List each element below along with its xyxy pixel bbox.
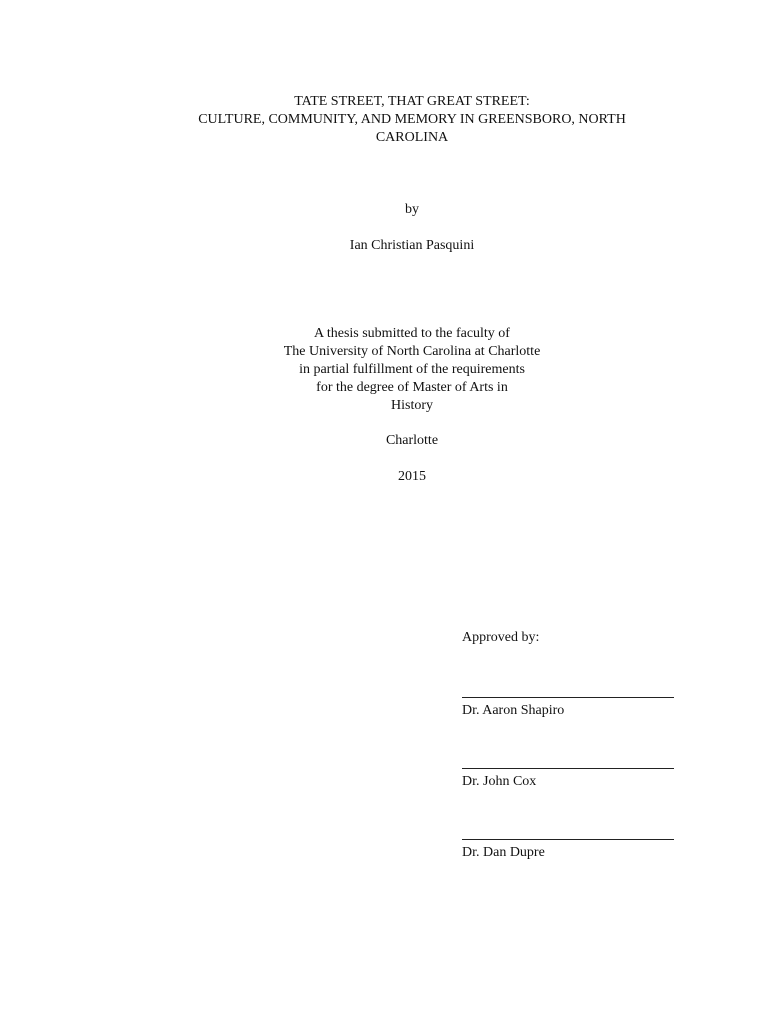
signatory-name: Dr. Dan Dupre (462, 845, 545, 860)
city: Charlotte (385, 433, 439, 448)
thesis-title (0, 93, 770, 147)
signature-block-2 (462, 768, 674, 791)
thesis-statement (0, 325, 770, 415)
title-line-2: CULTURE, COMMUNITY, AND MEMORY IN GREENSBORO, NORTH (198, 112, 626, 127)
signature-block-3 (462, 839, 674, 862)
title-line-1: TATE STREET, THAT GREAT STREET: (294, 94, 530, 109)
signature-line (462, 697, 674, 698)
thesis-line-1: A thesis submitted to the faculty of (314, 326, 510, 341)
byline: by (405, 202, 419, 217)
thesis-line-4: for the degree of Master of Arts in (316, 380, 508, 395)
signatory-name: Dr. John Cox (462, 774, 537, 789)
year: 2015 (398, 469, 426, 484)
thesis-line-5: History (391, 398, 433, 413)
signature-line (462, 839, 674, 840)
title-line-3: CAROLINA (375, 130, 449, 145)
thesis-line-3: in partial fulfillment of the requirements (299, 362, 525, 377)
signature-block-1 (462, 697, 674, 720)
author-name: Ian Christian Pasquini (349, 238, 475, 253)
thesis-line-2: The University of North Carolina at Charlotte (283, 344, 541, 359)
signature-line (462, 768, 674, 769)
signatory-name: Dr. Aaron Shapiro (462, 703, 565, 718)
approved-by-label: Approved by: (462, 630, 540, 645)
